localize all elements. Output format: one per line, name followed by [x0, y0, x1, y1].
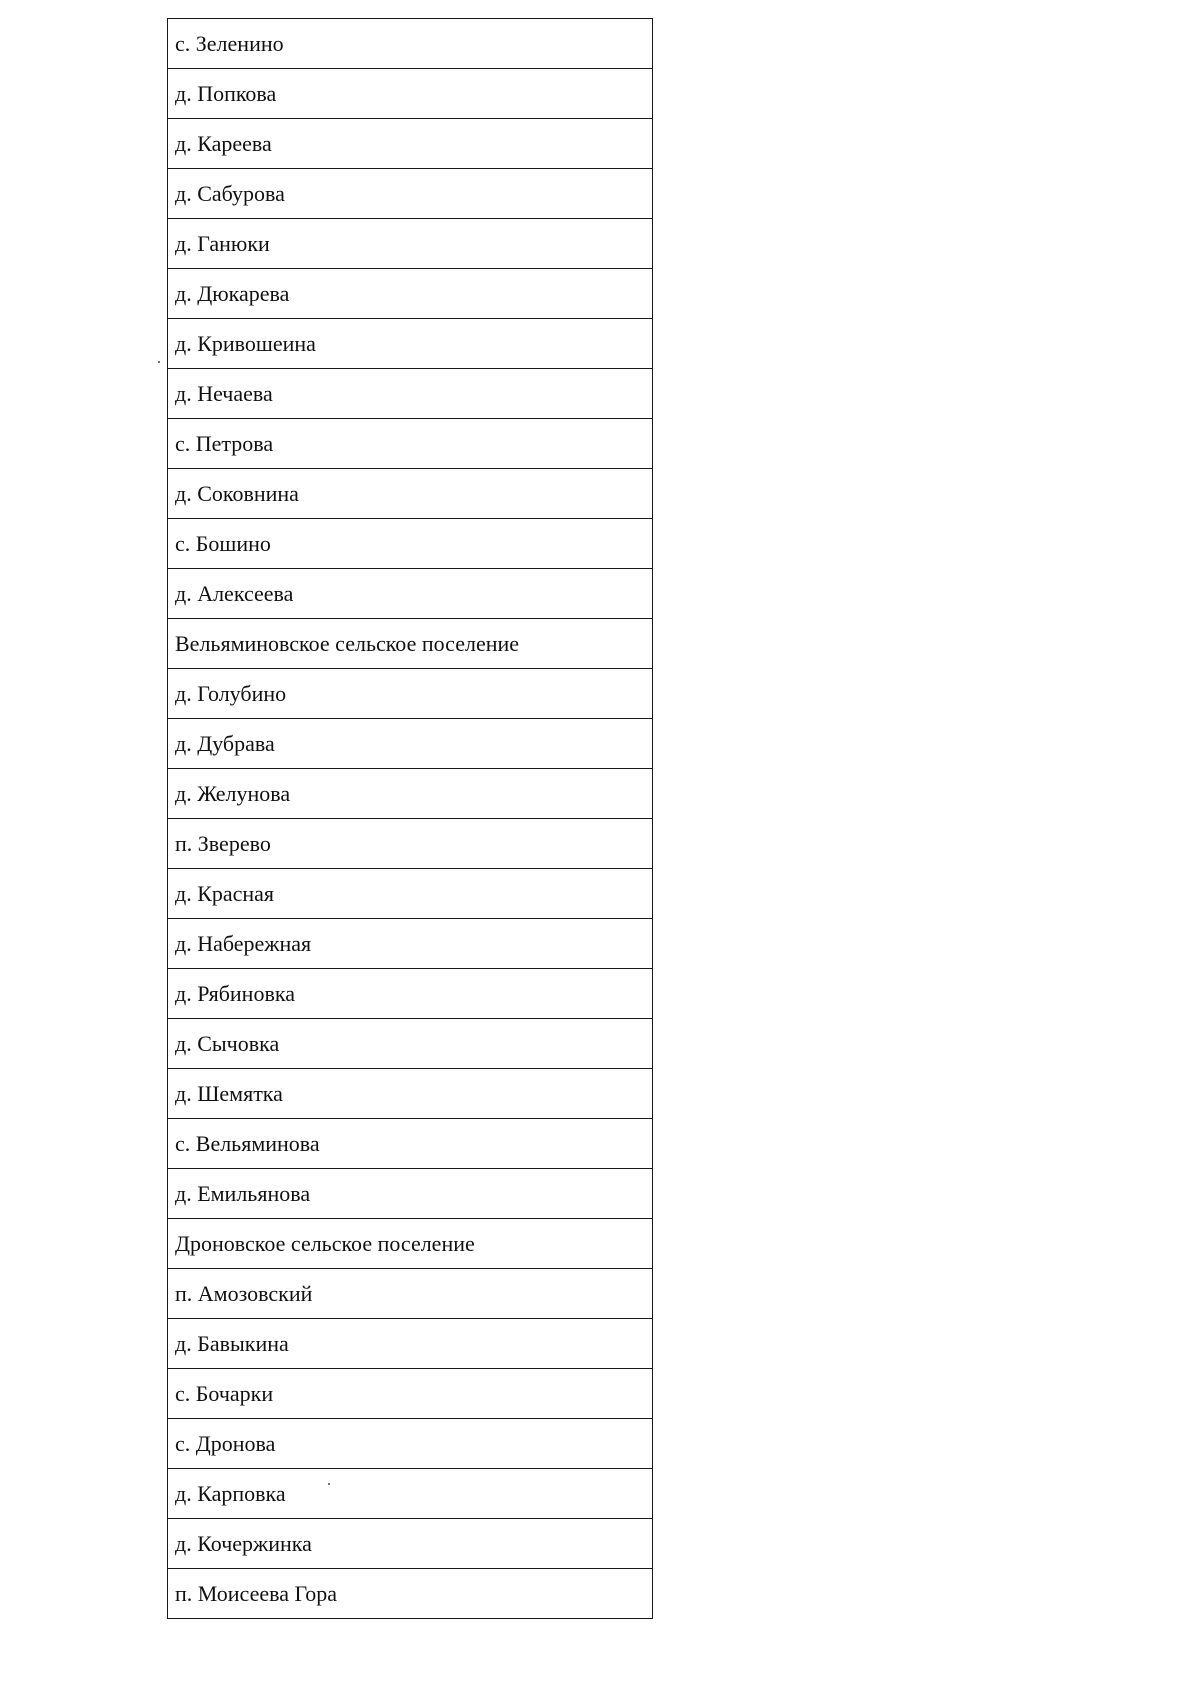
table-row: [168, 569, 653, 619]
settlement-name-cell: с. Дронова: [168, 1419, 653, 1469]
settlement-name-cell: д. Кривошеина: [168, 319, 653, 369]
settlement-name-cell: д. Дюкарева: [168, 269, 653, 319]
table-row: [168, 1569, 653, 1619]
settlement-name-cell: с. Вельяминова: [168, 1119, 653, 1169]
table-row: [168, 919, 653, 969]
settlement-name-cell: с. Зеленино: [168, 19, 653, 69]
table-row: [168, 369, 653, 419]
settlement-name-cell: д. Емильянова: [168, 1169, 653, 1219]
table-row: [168, 419, 653, 469]
settlement-name-cell: с. Бошино: [168, 519, 653, 569]
table-row: [168, 1269, 653, 1319]
settlement-name-cell: д. Попкова: [168, 69, 653, 119]
settlement-group-heading-cell: Дроновское сельское поселение: [168, 1219, 653, 1269]
settlement-name-cell: д. Нечаева: [168, 369, 653, 419]
table-row: [168, 519, 653, 569]
table-row: [168, 1369, 653, 1419]
table-row: [168, 669, 653, 719]
scan-speck: [328, 1483, 330, 1485]
settlement-name-cell: д. Красная: [168, 869, 653, 919]
table-row: [168, 1019, 653, 1069]
table-row: [168, 69, 653, 119]
settlement-name-cell: д. Бавыкина: [168, 1319, 653, 1369]
settlement-name-cell: д. Кареева: [168, 119, 653, 169]
table-row: [168, 619, 653, 669]
settlement-name-cell: д. Карповка: [168, 1469, 653, 1519]
settlement-name-cell: п. Амозовский: [168, 1269, 653, 1319]
settlement-group-heading-cell: Вельяминовское сельское поселение: [168, 619, 653, 669]
settlement-name-cell: д. Голубино: [168, 669, 653, 719]
table-row: [168, 869, 653, 919]
table-row: [168, 1519, 653, 1569]
settlement-name-cell: д. Желунова: [168, 769, 653, 819]
settlement-name-cell: д. Сычовка: [168, 1019, 653, 1069]
settlement-name-cell: д. Ганюки: [168, 219, 653, 269]
table-row: [168, 169, 653, 219]
settlement-name-cell: д. Рябиновка: [168, 969, 653, 1019]
table-row: [168, 1319, 653, 1369]
table-row: [168, 1069, 653, 1119]
scan-speck: [158, 361, 160, 363]
settlement-name-cell: с. Бочарки: [168, 1369, 653, 1419]
table-row: [168, 469, 653, 519]
table-row: [168, 1169, 653, 1219]
table-row: [168, 1119, 653, 1169]
settlement-name-cell: д. Дубрава: [168, 719, 653, 769]
settlement-name-cell: д. Сабурова: [168, 169, 653, 219]
settlement-name-cell: д. Кочержинка: [168, 1519, 653, 1569]
table-row: [168, 1469, 653, 1519]
table-row: [168, 719, 653, 769]
settlements-table: [167, 18, 653, 1619]
settlement-name-cell: с. Петрова: [168, 419, 653, 469]
table-row: [168, 219, 653, 269]
table-row: [168, 269, 653, 319]
settlement-name-cell: д. Соковнина: [168, 469, 653, 519]
settlement-name-cell: д. Набережная: [168, 919, 653, 969]
table-row: [168, 769, 653, 819]
table-row: [168, 19, 653, 69]
table-row: [168, 319, 653, 369]
settlement-name-cell: п. Моисеева Гора: [168, 1569, 653, 1619]
table-row: [168, 1219, 653, 1269]
settlement-name-cell: д. Шемятка: [168, 1069, 653, 1119]
table-row: [168, 969, 653, 1019]
table-row: [168, 1419, 653, 1469]
table-row: [168, 819, 653, 869]
settlements-table-body: [168, 19, 653, 1619]
settlement-name-cell: д. Алексеева: [168, 569, 653, 619]
settlement-name-cell: п. Зверево: [168, 819, 653, 869]
table-row: [168, 119, 653, 169]
